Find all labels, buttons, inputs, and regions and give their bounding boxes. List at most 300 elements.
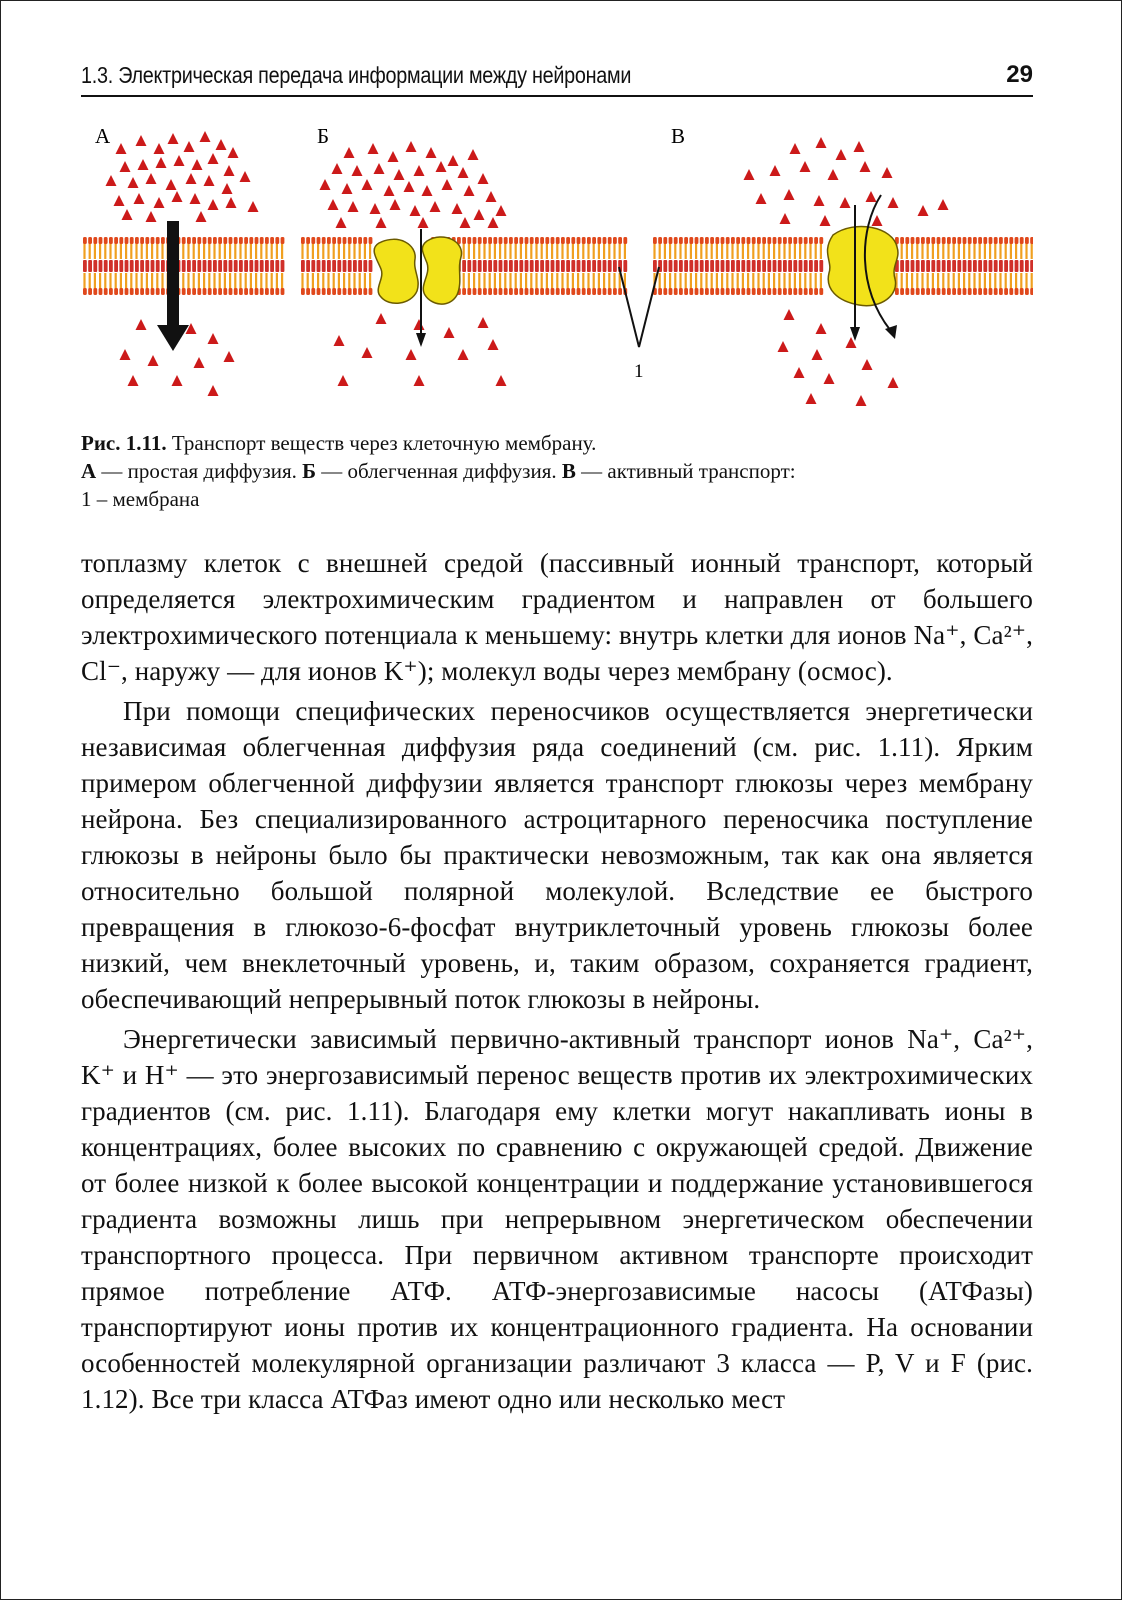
particle <box>780 213 791 224</box>
particle <box>184 141 195 152</box>
lipid-head <box>937 237 941 244</box>
lipid-core <box>99 260 103 272</box>
lipid-core <box>978 260 982 272</box>
particle <box>784 309 795 320</box>
lipid-core <box>151 260 155 272</box>
lipid-head <box>623 237 627 244</box>
lipid-head <box>752 288 756 295</box>
lipid-core <box>767 260 771 272</box>
particle <box>222 183 233 194</box>
lipid-head <box>551 288 555 295</box>
lipid-head <box>762 288 766 295</box>
paragraph-2: При помощи специфических переносчиков осуществляется энергетически независимая облегченная диффузия ряда соединений (см. рис. 1.11). Ярким примером облегченной диффузии является транспорт глюкозы через мембрану нейрона. Без специализированного астроцитарного переносчика поступление глюкозы в нейроны было бы практически невозможным, так как она является относительно большой полярной молекулой. Вследствие ее быстрого превращения в глюкозо-6-фосфат внутриклеточный уровень глюкозы более низкий, чем внеклеточный уровень, и, таким образом, сохраняется градиент, обеспечивающий непрерывный поток глюкозы в нейроны. <box>81 696 1033 1014</box>
lipid-head <box>249 237 253 244</box>
lipid-head <box>239 237 243 244</box>
lipid-head <box>900 237 904 244</box>
lipid-head <box>540 237 544 244</box>
lipid-head <box>317 288 321 295</box>
lipid-head <box>255 237 259 244</box>
particle <box>194 357 205 368</box>
lipid-head <box>571 237 575 244</box>
lipid-head <box>1030 288 1033 295</box>
lipid-head <box>905 288 909 295</box>
lipid-head <box>911 288 915 295</box>
atpase-pump <box>828 226 898 305</box>
lipid-head <box>911 237 915 244</box>
particle <box>248 201 259 212</box>
lipid-core <box>752 260 756 272</box>
lipid-head <box>674 288 678 295</box>
membrane-segment <box>895 237 1033 295</box>
lipid-head <box>592 288 596 295</box>
lipid-head <box>669 237 673 244</box>
lipid-head <box>788 288 792 295</box>
particle <box>362 179 373 190</box>
lipid-head <box>311 237 315 244</box>
particle <box>394 169 405 180</box>
lipid-head <box>983 288 987 295</box>
lipid-head <box>363 288 367 295</box>
particle <box>136 319 147 330</box>
particle <box>122 209 133 220</box>
lipid-head <box>587 237 591 244</box>
lipid-head <box>731 288 735 295</box>
lipid-head <box>952 237 956 244</box>
lipid-head <box>353 237 357 244</box>
particle <box>362 347 373 358</box>
lipid-head <box>493 237 497 244</box>
lipid-head <box>182 237 186 244</box>
lipid-head <box>762 237 766 244</box>
lipid-head <box>473 288 477 295</box>
lipid-core <box>571 260 575 272</box>
lipid-core <box>83 260 87 272</box>
lipid-head <box>715 288 719 295</box>
lipid-head <box>265 237 269 244</box>
lipid-head <box>726 237 730 244</box>
lipid-head <box>197 288 201 295</box>
lipid-core <box>145 260 149 272</box>
particle <box>452 203 463 214</box>
particle <box>800 161 811 172</box>
lipid-core <box>208 260 212 272</box>
lipid-core <box>669 260 673 272</box>
lipid-core <box>535 260 539 272</box>
lipid-head <box>223 237 227 244</box>
lipid-head <box>603 288 607 295</box>
particle <box>422 185 433 196</box>
particle <box>820 215 831 226</box>
particle <box>156 157 167 168</box>
lipid-head <box>322 288 326 295</box>
particle <box>814 195 825 206</box>
lipid-core <box>963 260 967 272</box>
lipid-head <box>525 288 529 295</box>
particle <box>368 143 379 154</box>
lipid-head <box>281 288 285 295</box>
particle <box>824 373 835 384</box>
particle <box>488 339 499 350</box>
lipid-head <box>493 288 497 295</box>
lipid-head <box>265 288 269 295</box>
lipid-core <box>931 260 935 272</box>
lipid-head <box>530 288 534 295</box>
lipid-head <box>968 288 972 295</box>
lipid-head <box>1025 237 1029 244</box>
lipid-head <box>752 237 756 244</box>
lipid-head <box>337 237 341 244</box>
particle <box>376 217 387 228</box>
caption-b-letter: Б <box>302 459 316 483</box>
lipid-head <box>358 288 362 295</box>
lipid-head <box>322 237 326 244</box>
particle <box>208 199 219 210</box>
particle <box>228 147 239 158</box>
lipid-head <box>783 288 787 295</box>
lipid-head <box>218 288 222 295</box>
lipid-core <box>187 260 191 272</box>
lipid-core <box>587 260 591 272</box>
particle <box>120 161 131 172</box>
particle <box>352 165 363 176</box>
lipid-head <box>488 237 492 244</box>
lipid-head <box>519 237 523 244</box>
lipid-core <box>301 260 305 272</box>
particle <box>196 211 207 222</box>
lipid-head <box>545 237 549 244</box>
lipid-head <box>942 237 946 244</box>
particle <box>138 159 149 170</box>
lipid-core <box>281 260 285 272</box>
lipid-head <box>208 237 212 244</box>
particle <box>860 161 871 172</box>
lipid-core <box>623 260 627 272</box>
lipid-head <box>905 237 909 244</box>
lipid-head <box>249 288 253 295</box>
particle <box>166 179 177 190</box>
lipid-head <box>814 237 818 244</box>
lipid-core <box>942 260 946 272</box>
particle <box>816 323 827 334</box>
particle <box>806 393 817 404</box>
lipid-head <box>947 237 951 244</box>
caption-c-text: — активный транспорт: <box>581 459 796 483</box>
lipid-core <box>926 260 930 272</box>
lipid-core <box>957 260 961 272</box>
lipid-head <box>83 237 87 244</box>
lipid-core <box>478 260 482 272</box>
lipid-head <box>926 288 930 295</box>
lipid-head <box>203 237 207 244</box>
particle <box>794 367 805 378</box>
lipid-core <box>653 260 657 272</box>
lipid-core <box>358 260 362 272</box>
lipid-head <box>963 237 967 244</box>
running-title: 1.3. Электрическая передача информации между нейронами <box>81 62 632 88</box>
lipid-head <box>773 288 777 295</box>
lipid-head <box>161 288 165 295</box>
lipid-head <box>504 237 508 244</box>
lipid-head <box>726 288 730 295</box>
lipid-head <box>710 237 714 244</box>
lipid-head <box>229 288 233 295</box>
lipid-core <box>947 260 951 272</box>
lipid-head <box>499 237 503 244</box>
lipid-head <box>343 237 347 244</box>
lipid-head <box>679 237 683 244</box>
membrane-segment <box>653 237 823 295</box>
lipid-head <box>767 237 771 244</box>
lipid-head <box>1030 237 1033 244</box>
lipid-core <box>265 260 269 272</box>
lipid-head <box>275 237 279 244</box>
lipid-head <box>736 288 740 295</box>
lipid-head <box>275 288 279 295</box>
lipid-head <box>757 288 761 295</box>
particle <box>918 205 929 216</box>
lipid-core <box>114 260 118 272</box>
lipid-head <box>187 288 191 295</box>
lipid-head <box>234 288 238 295</box>
lipid-head <box>968 237 972 244</box>
lipid-head <box>804 237 808 244</box>
lipid-core <box>819 260 823 272</box>
particle <box>134 193 145 204</box>
lipid-head <box>135 288 139 295</box>
particle <box>190 193 201 204</box>
lipid-core <box>363 260 367 272</box>
lipid-head <box>301 288 305 295</box>
lipid-head <box>663 288 667 295</box>
particle <box>172 375 183 386</box>
particle <box>882 167 893 178</box>
particle <box>168 133 179 144</box>
lipid-core <box>700 260 704 272</box>
lipid-head <box>556 288 560 295</box>
lipid-head <box>561 237 565 244</box>
lipid-head <box>957 237 961 244</box>
lipid-core <box>140 260 144 272</box>
lipid-head <box>135 237 139 244</box>
lipid-head <box>317 237 321 244</box>
lipid-head <box>151 288 155 295</box>
lipid-head <box>577 288 581 295</box>
lipid-core <box>592 260 596 272</box>
particle <box>146 211 157 222</box>
particle <box>374 163 385 174</box>
lipid-head <box>270 288 274 295</box>
lipid-head <box>819 288 823 295</box>
lipid-head <box>327 288 331 295</box>
particle <box>370 203 381 214</box>
lipid-head <box>715 237 719 244</box>
particle <box>344 147 355 158</box>
particle <box>128 177 139 188</box>
lipid-head <box>223 288 227 295</box>
particle <box>192 159 203 170</box>
lipid-head <box>571 288 575 295</box>
lipid-core <box>608 260 612 272</box>
lipid-core <box>799 260 803 272</box>
lipid-core <box>952 260 956 272</box>
lipid-head <box>613 288 617 295</box>
lipid-head <box>989 288 993 295</box>
panel-label-c: В <box>671 124 686 148</box>
lipid-head <box>514 288 518 295</box>
lipid-head <box>618 237 622 244</box>
lipid-head <box>900 288 904 295</box>
lipid-head <box>587 288 591 295</box>
lipid-core <box>348 260 352 272</box>
lipid-head <box>721 288 725 295</box>
lipid-head <box>731 237 735 244</box>
lipid-core <box>182 260 186 272</box>
lipid-core <box>88 260 92 272</box>
particle <box>756 193 767 204</box>
lipid-head <box>778 288 782 295</box>
lipid-core <box>613 260 617 272</box>
lipid-head <box>736 237 740 244</box>
lipid-core <box>1015 260 1019 272</box>
lipid-core <box>937 260 941 272</box>
lipid-head <box>348 237 352 244</box>
lipid-core <box>736 260 740 272</box>
lipid-head <box>1009 237 1013 244</box>
lipid-head <box>311 288 315 295</box>
lipid-head <box>535 237 539 244</box>
lipid-core <box>488 260 492 272</box>
lipid-head <box>301 237 305 244</box>
lipid-head <box>337 288 341 295</box>
particle <box>328 199 339 210</box>
lipid-head <box>663 237 667 244</box>
lipid-head <box>1004 288 1008 295</box>
particle <box>106 175 117 186</box>
lipid-head <box>963 288 967 295</box>
particle <box>404 181 415 192</box>
lipid-core <box>603 260 607 272</box>
lipid-head <box>799 237 803 244</box>
lipid-head <box>234 237 238 244</box>
caption-title: Транспорт веществ через клеточную мембрану. <box>171 431 597 455</box>
particle <box>336 217 347 228</box>
lipid-head <box>983 237 987 244</box>
lipid-head <box>658 237 662 244</box>
particle <box>338 375 349 386</box>
lipid-core <box>973 260 977 272</box>
lipid-head <box>255 288 259 295</box>
particle <box>784 189 795 200</box>
caption-a-text: — простая диффузия. <box>101 459 297 483</box>
lipid-head <box>83 288 87 295</box>
lipid-core <box>203 260 207 272</box>
lipid-head <box>721 237 725 244</box>
lipid-head <box>156 237 160 244</box>
lipid-core <box>721 260 725 272</box>
lipid-core <box>905 260 909 272</box>
lipid-core <box>234 260 238 272</box>
lipid-head <box>473 237 477 244</box>
lipid-core <box>747 260 751 272</box>
lipid-head <box>260 237 264 244</box>
lipid-head <box>942 288 946 295</box>
lipid-head <box>1015 237 1019 244</box>
lipid-head <box>1020 288 1024 295</box>
particle <box>430 201 441 212</box>
lipid-head <box>674 237 678 244</box>
panel-label-b: Б <box>317 124 330 148</box>
particle <box>888 377 899 388</box>
particle <box>240 171 251 182</box>
lipid-head <box>783 237 787 244</box>
lipid-core <box>921 260 925 272</box>
lipid-core <box>741 260 745 272</box>
particle <box>488 217 499 228</box>
lipid-head <box>793 288 797 295</box>
caption-a-letter: А <box>81 459 97 483</box>
lipid-core <box>223 260 227 272</box>
lipid-core <box>504 260 508 272</box>
particle <box>114 195 125 206</box>
lipid-head <box>140 237 144 244</box>
lipid-head <box>921 237 925 244</box>
callout-label: 1 <box>634 361 644 382</box>
lipid-head <box>937 288 941 295</box>
lipid-head <box>973 288 977 295</box>
lipid-head <box>109 237 113 244</box>
particle <box>186 173 197 184</box>
lipid-head <box>952 288 956 295</box>
particle <box>348 201 359 212</box>
particle <box>172 191 183 202</box>
lipid-core <box>353 260 357 272</box>
lipid-head <box>104 288 108 295</box>
lipid-core <box>911 260 915 272</box>
lipid-head <box>989 237 993 244</box>
lipid-head <box>519 288 523 295</box>
lipid-head <box>705 237 709 244</box>
paragraph-3: Энергетически зависимый первично-активный транспорт ионов Na⁺, Ca²⁺, K⁺ и H⁺ — это энергозависимый перенос веществ против их электрохимических градиентов (см. рис. 1.11). Благодаря ему клетки могут накапливать ионы в концентрациях, более высоких по сравнению с окружающей средой. Движение от более низкой к более высокой концентрации и поддержание установившегося градиента возможны лишь при непрерывном энергетическом обеспечении транспортного процесса. При первичном активном транспорте происходит прямое потребление АТФ. АТФ-энергозависимые насосы (АТФазы) транспортируют ионы против их концентрационного градиента. На основании особенностей молекулярной организации различают 3 класса — P, V и F (рис. 1.12). Все три класса АТФаз имеют одно или несколько мест <box>81 1024 1033 1414</box>
lipid-head <box>332 237 336 244</box>
particle <box>840 197 851 208</box>
lipid-head <box>809 237 813 244</box>
lipid-core <box>968 260 972 272</box>
lipid-core <box>989 260 993 272</box>
particle <box>812 349 823 360</box>
particle <box>478 173 489 184</box>
lipid-head <box>327 237 331 244</box>
lipid-head <box>93 237 97 244</box>
lipid-head <box>125 288 129 295</box>
lipid-head <box>504 288 508 295</box>
lipid-head <box>499 288 503 295</box>
particle <box>406 349 417 360</box>
lipid-core <box>783 260 787 272</box>
lipid-core <box>473 260 477 272</box>
lipid-core <box>726 260 730 272</box>
lipid-head <box>582 237 586 244</box>
lipid-head <box>478 288 482 295</box>
lipid-head <box>88 237 92 244</box>
particle <box>790 143 801 154</box>
lipid-head <box>145 237 149 244</box>
lipid-head <box>93 288 97 295</box>
lipid-head <box>1020 237 1024 244</box>
lipid-core <box>793 260 797 272</box>
lipid-core <box>514 260 518 272</box>
particle <box>414 319 425 330</box>
particle <box>208 385 219 396</box>
